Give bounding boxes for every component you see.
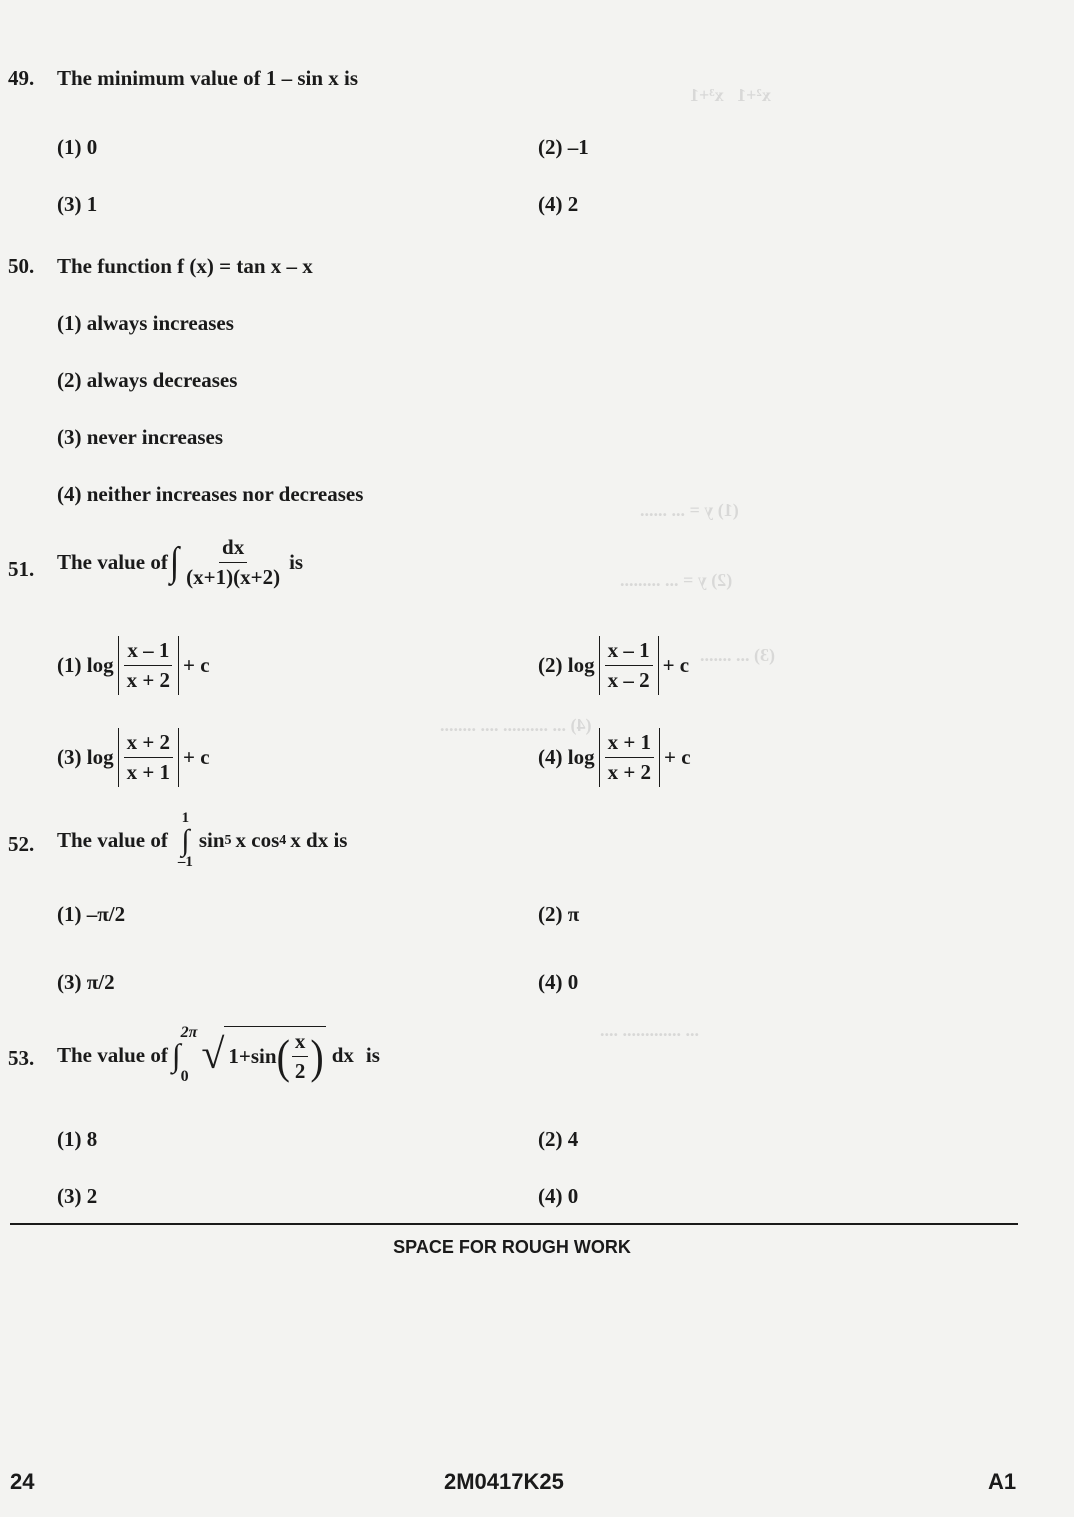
option-53-1[interactable]: (1) 8 <box>57 1127 98 1151</box>
option-tail: + c <box>662 653 690 677</box>
option-tail: + c <box>664 745 691 769</box>
option-52-3[interactable]: (3) π/2 <box>57 970 115 994</box>
show-through: (3) ... ....... <box>700 645 775 665</box>
question-text: The minimum value of 1 – sin x is <box>57 66 359 90</box>
show-through: x²+1 x³+1 <box>690 85 771 105</box>
upper-limit: 1 <box>181 810 190 826</box>
show-through: ... ............. .... <box>600 1020 699 1040</box>
question-number: 51. <box>8 557 35 581</box>
option-50-3[interactable]: (3) never increases <box>57 425 224 449</box>
integral-sign: ∫ <box>181 824 190 857</box>
option-tail: + c <box>183 745 210 769</box>
option-numerator: x – 1 <box>124 638 172 666</box>
page-number: 24 <box>10 1469 35 1494</box>
option-denominator: x + 1 <box>126 760 171 784</box>
fraction <box>183 535 283 590</box>
option-denominator: x – 2 <box>607 668 650 692</box>
option-tail: + c <box>183 653 210 677</box>
show-through: (2) y = ... ......... <box>620 570 733 590</box>
option-52-1[interactable]: (1) –π/2 <box>57 902 126 926</box>
option-49-3[interactable]: (3) 1 <box>57 192 98 216</box>
set-code: A1 <box>988 1469 1017 1494</box>
option-numerator: x + 2 <box>124 730 173 758</box>
question-number: 52. <box>8 832 35 856</box>
fraction-numerator: x <box>292 1029 309 1057</box>
question-number: 50. <box>8 254 35 278</box>
option-52-2[interactable]: (2) π <box>538 902 580 926</box>
question-prefix: The value of <box>57 828 168 852</box>
exponent-5: 5 <box>224 832 232 848</box>
exponent-4: 4 <box>279 832 287 848</box>
right-paren: ) <box>310 1028 324 1083</box>
fraction-numerator: dx <box>219 535 247 563</box>
option-53-4[interactable]: (4) 0 <box>538 1184 579 1208</box>
option-numerator: x + 1 <box>605 730 654 758</box>
definite-integral <box>178 810 193 871</box>
option-51-1[interactable] <box>57 636 210 695</box>
integral-sign: ∫ <box>169 539 180 585</box>
option-49-2[interactable]: (2) –1 <box>538 135 589 159</box>
divider-rule <box>10 1223 1018 1225</box>
option-51-2[interactable] <box>538 636 689 695</box>
option-50-2[interactable]: (2) always decreases <box>57 368 238 392</box>
radicand: 1+sin <box>228 1044 277 1068</box>
question-text: The function f (x) = tan x – x <box>57 254 313 278</box>
differential: dx <box>331 1042 354 1067</box>
option-52-4[interactable]: (4) 0 <box>538 970 579 994</box>
option-numerator: x – 1 <box>605 638 653 666</box>
option-50-4[interactable]: (4) neither increases nor decreases <box>57 482 364 506</box>
fraction-denominator: (x+1)(x+2) <box>186 565 281 589</box>
question-number: 53. <box>8 1046 35 1070</box>
option-denominator: x + 2 <box>126 668 171 692</box>
option-50-1[interactable]: (1) always increases <box>57 311 234 335</box>
option-label: (1) log <box>57 653 114 677</box>
fraction-denominator: 2 <box>294 1059 306 1083</box>
option-49-4[interactable]: (4) 2 <box>538 192 579 216</box>
question-suffix: is <box>365 1042 380 1067</box>
option-53-3[interactable]: (3) 2 <box>57 1184 98 1208</box>
option-label: (2) log <box>538 653 595 677</box>
integrand-cos: x cos <box>235 828 280 852</box>
option-denominator: x + 2 <box>607 760 652 784</box>
question-prefix: The value of <box>57 1042 168 1067</box>
lower-limit: –1 <box>177 854 193 870</box>
definite-integral <box>172 1024 202 1086</box>
option-label: (3) log <box>57 745 114 769</box>
integrand-sin: sin <box>198 828 225 852</box>
upper-limit: 2π <box>180 1024 198 1041</box>
lower-limit: 0 <box>180 1068 189 1085</box>
option-49-1[interactable]: (1) 0 <box>57 135 98 159</box>
question-prefix: The value of <box>57 550 168 574</box>
option-51-4[interactable] <box>538 728 691 787</box>
show-through: (1) y = ... ...... <box>640 500 739 520</box>
booklet-code: 2M0417K25 <box>444 1469 564 1494</box>
question-number: 49. <box>8 66 35 90</box>
show-through: (4) ... .......... .... ........ <box>440 715 592 735</box>
rough-work-label: SPACE FOR ROUGH WORK <box>393 1237 631 1257</box>
question-suffix: is <box>289 550 304 574</box>
option-label: (4) log <box>538 745 595 769</box>
square-root <box>201 1026 325 1084</box>
radical-sign: √ <box>201 1032 225 1078</box>
integrand-tail: x dx is <box>290 828 348 852</box>
integral-sign: ∫ <box>171 1037 181 1073</box>
option-51-3[interactable] <box>57 728 210 787</box>
option-53-2[interactable]: (2) 4 <box>538 1127 579 1151</box>
left-paren: ( <box>276 1028 290 1083</box>
